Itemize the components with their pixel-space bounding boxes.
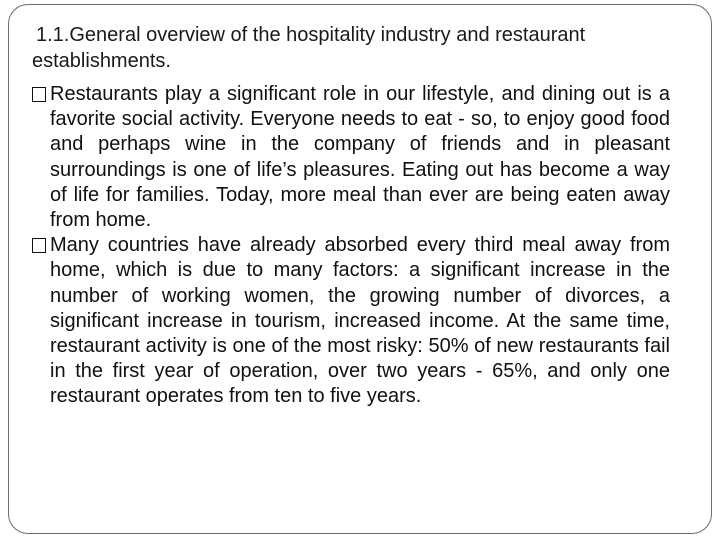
bullet-item	[32, 82, 670, 233]
bullet-text: Restaurants play a significant role in our lifestyle, and dining out is a favorite social activity. Everyone needs to eat - so, to enjoy good food and perhaps wine in the company of friends and in pleasant surroundings is one of life’s pleasures. Eating out has become a way of life for families. Today, more meal than ever are being eaten away from home.	[50, 83, 670, 232]
bullet-item	[32, 233, 670, 409]
bullet-list	[32, 82, 670, 410]
box-bullet-icon	[32, 87, 46, 102]
slide-title: 1.1.General overview of the hospitality industry and restaurant establishments.	[32, 24, 586, 72]
bullet-text: Many countries have already absorbed every third meal away from home, which is due to many factors: a significant increase in the number of working women, the growing number of divorces, a significant increase in tourism, increased income. At the same time, restaurant activity is one of the most risky: 50% of new restaurants fail in the first year of operation, over two years - 65%, and only one restaurant operates from ten to five years.	[50, 234, 670, 408]
box-bullet-icon	[32, 238, 46, 253]
